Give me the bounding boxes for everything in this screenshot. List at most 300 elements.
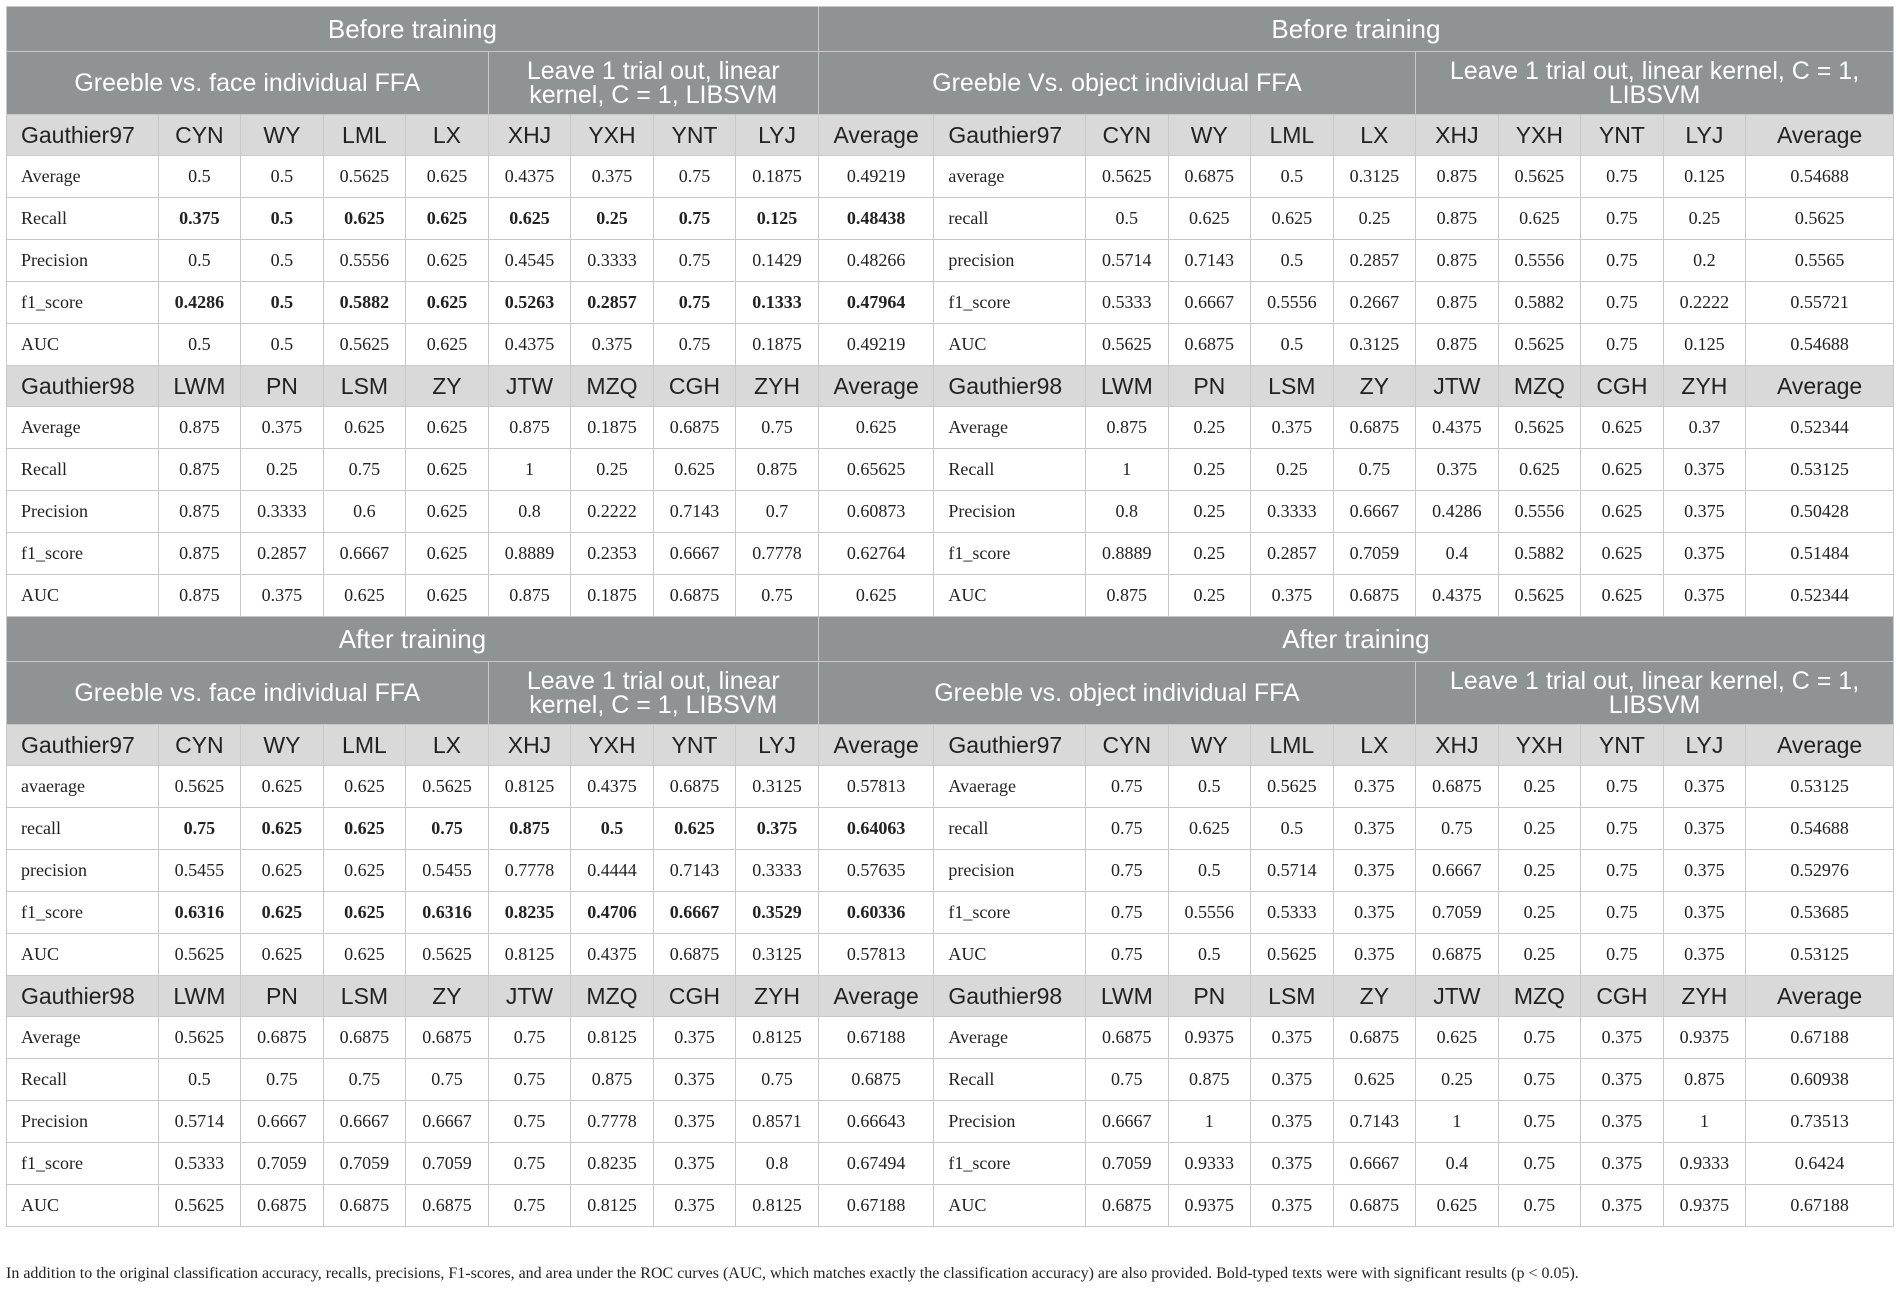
metric-label: precision bbox=[934, 850, 1086, 892]
column-header: LML bbox=[1251, 725, 1334, 766]
metric-value: 0.75 bbox=[488, 1185, 571, 1227]
metric-value: 0.7059 bbox=[1333, 533, 1416, 575]
metric-value: 0.7143 bbox=[653, 491, 736, 533]
metric-value: 0.625 bbox=[323, 575, 406, 617]
metric-value: 0.75 bbox=[1086, 1059, 1169, 1101]
metric-value: 0.375 bbox=[1251, 1017, 1334, 1059]
metric-value: 0.8125 bbox=[488, 766, 571, 808]
metric-value: 0.5 bbox=[1168, 766, 1251, 808]
column-header: LYJ bbox=[736, 725, 819, 766]
metric-value: 0.375 bbox=[1416, 449, 1499, 491]
metric-value: 0.625 bbox=[406, 575, 489, 617]
metric-value: 0.3125 bbox=[736, 934, 819, 976]
group-title-right-condition: Greeble Vs. object individual FFA bbox=[818, 52, 1415, 115]
metric-value: 0.4375 bbox=[1416, 575, 1499, 617]
metric-label: AUC bbox=[934, 934, 1086, 976]
metric-value: 0.7 bbox=[736, 491, 819, 533]
metric-row bbox=[7, 282, 1894, 324]
metric-label: AUC bbox=[934, 1185, 1086, 1227]
metric-value: 0.75 bbox=[488, 1143, 571, 1185]
column-header: Gauthier98 bbox=[934, 366, 1086, 407]
metric-value: 0.6667 bbox=[1416, 850, 1499, 892]
metric-value: 0.375 bbox=[1663, 892, 1746, 934]
metric-value: 0.375 bbox=[653, 1101, 736, 1143]
column-header: PN bbox=[241, 976, 324, 1017]
metric-label: f1_score bbox=[934, 533, 1086, 575]
metric-value: 0.875 bbox=[1663, 1059, 1746, 1101]
column-header: Average bbox=[1746, 976, 1894, 1017]
metric-value: 0.875 bbox=[1416, 324, 1499, 366]
metric-value: 0.5 bbox=[241, 156, 324, 198]
metric-value: 0.375 bbox=[1333, 808, 1416, 850]
metric-row bbox=[7, 240, 1894, 282]
column-header: ZY bbox=[406, 976, 489, 1017]
column-header: WY bbox=[241, 115, 324, 156]
metric-value: 0.3333 bbox=[571, 240, 654, 282]
metric-value: 0.375 bbox=[1581, 1143, 1664, 1185]
column-header: JTW bbox=[1416, 976, 1499, 1017]
metric-value: 0.625 bbox=[323, 407, 406, 449]
metric-value: 0.5625 bbox=[1498, 324, 1581, 366]
metric-row bbox=[7, 449, 1894, 491]
metric-value: 0.625 bbox=[488, 198, 571, 240]
column-header: CYN bbox=[1086, 115, 1169, 156]
metric-label: Recall bbox=[934, 449, 1086, 491]
metric-value: 0.5 bbox=[241, 198, 324, 240]
metric-value: 0.25 bbox=[571, 198, 654, 240]
metric-label: recall bbox=[934, 198, 1086, 240]
metric-value: 0.75 bbox=[323, 449, 406, 491]
metric-value: 0.8889 bbox=[1086, 533, 1169, 575]
metric-value: 0.7059 bbox=[323, 1143, 406, 1185]
metric-value: 0.625 bbox=[1498, 198, 1581, 240]
metric-value: 0.5625 bbox=[406, 934, 489, 976]
column-header: CGH bbox=[1581, 366, 1664, 407]
metric-value: 0.25 bbox=[1498, 934, 1581, 976]
column-header: YXH bbox=[571, 725, 654, 766]
column-header: PN bbox=[1168, 366, 1251, 407]
metric-value: 0.5556 bbox=[323, 240, 406, 282]
metric-value: 0.7778 bbox=[571, 1101, 654, 1143]
metric-value: 0.7778 bbox=[488, 850, 571, 892]
metric-value: 0.67188 bbox=[1746, 1017, 1894, 1059]
classification-results-table bbox=[6, 6, 1894, 1227]
metric-value: 0.8125 bbox=[571, 1185, 654, 1227]
metric-value: 0.875 bbox=[1416, 156, 1499, 198]
metric-value: 0.625 bbox=[406, 407, 489, 449]
metric-value: 0.625 bbox=[323, 850, 406, 892]
column-header: LWM bbox=[1086, 366, 1169, 407]
metric-label: Average bbox=[7, 156, 159, 198]
metric-value: 0.375 bbox=[1251, 1059, 1334, 1101]
metric-value: 0.4375 bbox=[488, 156, 571, 198]
metric-label: Average bbox=[934, 407, 1086, 449]
column-header: MZQ bbox=[1498, 366, 1581, 407]
metric-value: 0.25 bbox=[1498, 808, 1581, 850]
metric-label: AUC bbox=[7, 324, 159, 366]
metric-value: 0.375 bbox=[736, 808, 819, 850]
metric-value: 0.75 bbox=[1581, 198, 1664, 240]
metric-value: 0.4706 bbox=[571, 892, 654, 934]
metric-value: 0.1333 bbox=[736, 282, 819, 324]
metric-value: 0.375 bbox=[1663, 491, 1746, 533]
metric-value: 0.375 bbox=[1663, 449, 1746, 491]
metric-value: 0.4444 bbox=[571, 850, 654, 892]
metric-value: 0.6875 bbox=[241, 1185, 324, 1227]
metric-label: f1_score bbox=[934, 892, 1086, 934]
metric-value: 0.625 bbox=[323, 934, 406, 976]
table-footnote: In addition to the original classification accuracy, recalls, precisions, F1-scores, and area under the ROC curves (AUC, which matches exactly the classification accuracy) are also provided. Bold-typed texts were with significant results (p < 0.05). bbox=[6, 1265, 1579, 1282]
metric-value: 0.5 bbox=[1251, 808, 1334, 850]
metric-row bbox=[7, 1017, 1894, 1059]
column-header: LML bbox=[323, 115, 406, 156]
metric-value: 0.62764 bbox=[818, 533, 934, 575]
metric-value: 0.75 bbox=[488, 1059, 571, 1101]
metric-value: 0.4 bbox=[1416, 533, 1499, 575]
metric-value: 0.375 bbox=[1663, 934, 1746, 976]
metric-value: 0.75 bbox=[1086, 892, 1169, 934]
column-header: LSM bbox=[1251, 366, 1334, 407]
metric-value: 0.375 bbox=[1333, 850, 1416, 892]
metric-value: 0.8125 bbox=[736, 1017, 819, 1059]
column-header: CGH bbox=[653, 976, 736, 1017]
metric-label: average bbox=[934, 156, 1086, 198]
group-title-left-condition: Greeble vs. face individual FFA bbox=[7, 52, 489, 115]
metric-value: 0.6 bbox=[323, 491, 406, 533]
metric-value: 0.875 bbox=[571, 1059, 654, 1101]
metric-value: 0.6875 bbox=[1333, 1185, 1416, 1227]
metric-value: 0.875 bbox=[1416, 240, 1499, 282]
metric-value: 0.75 bbox=[488, 1017, 571, 1059]
metric-value: 0.6875 bbox=[1416, 766, 1499, 808]
metric-value: 0.875 bbox=[158, 449, 241, 491]
metric-value: 0.5625 bbox=[158, 1017, 241, 1059]
metric-label: Average bbox=[7, 1017, 159, 1059]
metric-value: 0.4375 bbox=[571, 934, 654, 976]
metric-value: 0.375 bbox=[1581, 1059, 1664, 1101]
section-title-left: Before training bbox=[7, 7, 819, 52]
metric-value: 0.75 bbox=[488, 1101, 571, 1143]
metric-value: 0.1875 bbox=[736, 156, 819, 198]
metric-value: 1 bbox=[1663, 1101, 1746, 1143]
metric-value: 0.375 bbox=[1251, 1185, 1334, 1227]
column-header: Gauthier98 bbox=[7, 366, 159, 407]
metric-value: 0.6875 bbox=[1333, 575, 1416, 617]
metric-value: 0.375 bbox=[1251, 1101, 1334, 1143]
metric-value: 0.625 bbox=[406, 449, 489, 491]
metric-label: Recall bbox=[7, 449, 159, 491]
metric-row bbox=[7, 934, 1894, 976]
metric-value: 0.5882 bbox=[1498, 533, 1581, 575]
metric-label: Average bbox=[934, 1017, 1086, 1059]
metric-value: 0.54688 bbox=[1746, 156, 1894, 198]
metric-value: 0.9375 bbox=[1168, 1017, 1251, 1059]
metric-value: 0.625 bbox=[1416, 1185, 1499, 1227]
metric-value: 0.5 bbox=[1168, 934, 1251, 976]
metric-value: 0.6667 bbox=[653, 533, 736, 575]
metric-value: 0.6875 bbox=[1168, 324, 1251, 366]
metric-row bbox=[7, 850, 1894, 892]
metric-value: 0.375 bbox=[1663, 766, 1746, 808]
metric-value: 0.75 bbox=[1581, 892, 1664, 934]
metric-value: 0.5625 bbox=[1251, 766, 1334, 808]
metric-label: Precision bbox=[934, 491, 1086, 533]
metric-value: 0.125 bbox=[736, 198, 819, 240]
metric-value: 0.4545 bbox=[488, 240, 571, 282]
metric-value: 0.49219 bbox=[818, 156, 934, 198]
metric-value: 0.55721 bbox=[1746, 282, 1894, 324]
metric-value: 0.625 bbox=[1251, 198, 1334, 240]
metric-value: 0.5882 bbox=[323, 282, 406, 324]
metric-value: 0.5556 bbox=[1251, 282, 1334, 324]
metric-value: 0.875 bbox=[488, 407, 571, 449]
metric-value: 0.625 bbox=[241, 808, 324, 850]
metric-value: 0.625 bbox=[1416, 1017, 1499, 1059]
metric-value: 0.25 bbox=[1168, 533, 1251, 575]
metric-value: 0.625 bbox=[1581, 533, 1664, 575]
column-header: CGH bbox=[653, 366, 736, 407]
subject-header-row bbox=[7, 725, 1894, 766]
metric-value: 0.6667 bbox=[1168, 282, 1251, 324]
column-header: ZYH bbox=[1663, 366, 1746, 407]
metric-value: 0.6875 bbox=[1416, 934, 1499, 976]
column-header: Average bbox=[1746, 725, 1894, 766]
section-title-left: After training bbox=[7, 617, 819, 662]
metric-value: 0.75 bbox=[1581, 282, 1664, 324]
metric-value: 0.4 bbox=[1416, 1143, 1499, 1185]
metric-value: 0.9375 bbox=[1663, 1017, 1746, 1059]
metric-value: 0.75 bbox=[653, 156, 736, 198]
metric-value: 0.5625 bbox=[158, 766, 241, 808]
column-header: WY bbox=[1168, 115, 1251, 156]
metric-value: 0.625 bbox=[1498, 449, 1581, 491]
column-header: YNT bbox=[653, 725, 736, 766]
metric-value: 0.875 bbox=[736, 449, 819, 491]
metric-value: 0.25 bbox=[1168, 575, 1251, 617]
column-header: XHJ bbox=[1416, 115, 1499, 156]
metric-label: Average bbox=[7, 407, 159, 449]
section-title-row bbox=[7, 617, 1894, 662]
metric-label: AUC bbox=[7, 1185, 159, 1227]
metric-label: f1_score bbox=[934, 282, 1086, 324]
metric-value: 0.625 bbox=[1168, 808, 1251, 850]
metric-label: Precision bbox=[934, 1101, 1086, 1143]
metric-value: 0.25 bbox=[1498, 766, 1581, 808]
column-header: Average bbox=[818, 366, 934, 407]
metric-value: 0.6316 bbox=[158, 892, 241, 934]
column-header: Average bbox=[818, 976, 934, 1017]
metric-value: 0.4286 bbox=[1416, 491, 1499, 533]
metric-value: 0.625 bbox=[1581, 491, 1664, 533]
metric-value: 1 bbox=[1416, 1101, 1499, 1143]
metric-value: 0.625 bbox=[653, 808, 736, 850]
group-title-left-condition: Greeble vs. face individual FFA bbox=[7, 662, 489, 725]
metric-value: 0.5 bbox=[571, 808, 654, 850]
metric-row bbox=[7, 1059, 1894, 1101]
metric-value: 0.8 bbox=[1086, 491, 1169, 533]
metric-value: 0.625 bbox=[1581, 575, 1664, 617]
metric-label: avaerage bbox=[7, 766, 159, 808]
metric-value: 0.53125 bbox=[1746, 449, 1894, 491]
metric-value: 0.6424 bbox=[1746, 1143, 1894, 1185]
metric-value: 0.75 bbox=[1086, 808, 1169, 850]
column-header: LX bbox=[1333, 725, 1416, 766]
metric-value: 0.65625 bbox=[818, 449, 934, 491]
metric-value: 0.75 bbox=[653, 198, 736, 240]
metric-value: 0.375 bbox=[1333, 766, 1416, 808]
metric-value: 0.375 bbox=[1663, 850, 1746, 892]
column-header: LYJ bbox=[1663, 115, 1746, 156]
metric-value: 0.875 bbox=[1416, 198, 1499, 240]
subject-header-row bbox=[7, 115, 1894, 156]
metric-value: 0.75 bbox=[1581, 850, 1664, 892]
metric-value: 0.625 bbox=[323, 808, 406, 850]
metric-value: 0.4375 bbox=[571, 766, 654, 808]
metric-value: 0.625 bbox=[653, 449, 736, 491]
metric-value: 0.375 bbox=[1663, 808, 1746, 850]
metric-value: 0.5 bbox=[1168, 850, 1251, 892]
metric-value: 0.60938 bbox=[1746, 1059, 1894, 1101]
metric-value: 0.625 bbox=[1581, 407, 1664, 449]
metric-value: 0.8235 bbox=[571, 1143, 654, 1185]
metric-value: 0.6875 bbox=[323, 1017, 406, 1059]
metric-label: Recall bbox=[7, 1059, 159, 1101]
results-table-container bbox=[6, 6, 1894, 1227]
metric-value: 0.875 bbox=[488, 575, 571, 617]
column-header: Gauthier97 bbox=[934, 115, 1086, 156]
metric-value: 0.1429 bbox=[736, 240, 819, 282]
metric-value: 0.5 bbox=[1086, 198, 1169, 240]
metric-value: 0.5714 bbox=[1251, 850, 1334, 892]
metric-value: 0.5625 bbox=[323, 324, 406, 366]
column-header: ZY bbox=[1333, 366, 1416, 407]
metric-value: 0.75 bbox=[1581, 240, 1664, 282]
metric-value: 0.625 bbox=[241, 850, 324, 892]
group-header-row bbox=[7, 662, 1894, 725]
column-header: YXH bbox=[1498, 725, 1581, 766]
subject-header-row bbox=[7, 366, 1894, 407]
column-header: ZY bbox=[406, 366, 489, 407]
metric-value: 0.875 bbox=[1416, 282, 1499, 324]
metric-value: 0.3125 bbox=[1333, 156, 1416, 198]
metric-value: 0.6875 bbox=[1168, 156, 1251, 198]
metric-value: 0.875 bbox=[158, 491, 241, 533]
metric-value: 0.75 bbox=[1498, 1017, 1581, 1059]
metric-value: 0.5625 bbox=[406, 766, 489, 808]
metric-value: 0.75 bbox=[1086, 766, 1169, 808]
metric-value: 0.625 bbox=[241, 892, 324, 934]
metric-row bbox=[7, 198, 1894, 240]
metric-value: 0.75 bbox=[653, 240, 736, 282]
metric-value: 0.125 bbox=[1663, 156, 1746, 198]
metric-value: 0.37 bbox=[1663, 407, 1746, 449]
column-header: XHJ bbox=[488, 725, 571, 766]
metric-value: 0.75 bbox=[1498, 1059, 1581, 1101]
metric-value: 0.375 bbox=[653, 1143, 736, 1185]
metric-value: 0.5 bbox=[158, 1059, 241, 1101]
metric-value: 0.375 bbox=[653, 1017, 736, 1059]
metric-value: 0.625 bbox=[323, 198, 406, 240]
metric-value: 0.7143 bbox=[1168, 240, 1251, 282]
metric-value: 0.25 bbox=[1498, 892, 1581, 934]
metric-value: 0.625 bbox=[406, 240, 489, 282]
metric-value: 0.375 bbox=[653, 1059, 736, 1101]
column-header: LML bbox=[1251, 115, 1334, 156]
metric-label: Precision bbox=[7, 1101, 159, 1143]
metric-label: f1_score bbox=[934, 1143, 1086, 1185]
subject-header-row bbox=[7, 976, 1894, 1017]
metric-value: 0.50428 bbox=[1746, 491, 1894, 533]
metric-value: 0.5625 bbox=[1086, 156, 1169, 198]
metric-label: Precision bbox=[7, 240, 159, 282]
metric-value: 0.6667 bbox=[1333, 491, 1416, 533]
column-header: Gauthier97 bbox=[7, 115, 159, 156]
metric-value: 0.875 bbox=[1086, 575, 1169, 617]
column-header: JTW bbox=[488, 976, 571, 1017]
metric-row bbox=[7, 324, 1894, 366]
metric-value: 0.375 bbox=[571, 156, 654, 198]
metric-value: 0.875 bbox=[488, 808, 571, 850]
metric-label: AUC bbox=[934, 324, 1086, 366]
metric-value: 0.67188 bbox=[818, 1185, 934, 1227]
metric-value: 0.9333 bbox=[1168, 1143, 1251, 1185]
metric-value: 0.75 bbox=[1086, 850, 1169, 892]
metric-label: f1_score bbox=[7, 282, 159, 324]
metric-value: 1 bbox=[1086, 449, 1169, 491]
metric-value: 0.75 bbox=[736, 575, 819, 617]
column-header: ZYH bbox=[736, 976, 819, 1017]
column-header: JTW bbox=[488, 366, 571, 407]
metric-label: AUC bbox=[7, 934, 159, 976]
column-header: CGH bbox=[1581, 976, 1664, 1017]
metric-row bbox=[7, 808, 1894, 850]
metric-value: 0.2222 bbox=[571, 491, 654, 533]
column-header: WY bbox=[1168, 725, 1251, 766]
metric-value: 0.625 bbox=[241, 934, 324, 976]
column-header: CYN bbox=[158, 115, 241, 156]
metric-value: 0.625 bbox=[406, 491, 489, 533]
group-header-row bbox=[7, 52, 1894, 115]
metric-value: 0.2353 bbox=[571, 533, 654, 575]
metric-value: 0.6667 bbox=[1086, 1101, 1169, 1143]
metric-value: 0.5556 bbox=[1498, 240, 1581, 282]
metric-value: 0.8125 bbox=[736, 1185, 819, 1227]
column-header: JTW bbox=[1416, 366, 1499, 407]
metric-value: 0.2857 bbox=[571, 282, 654, 324]
metric-value: 0.25 bbox=[571, 449, 654, 491]
metric-value: 0.3333 bbox=[241, 491, 324, 533]
metric-value: 0.6667 bbox=[323, 1101, 406, 1143]
metric-value: 0.8125 bbox=[571, 1017, 654, 1059]
metric-value: 0.625 bbox=[241, 766, 324, 808]
metric-value: 0.7059 bbox=[241, 1143, 324, 1185]
metric-value: 0.875 bbox=[1086, 407, 1169, 449]
metric-value: 0.75 bbox=[1416, 808, 1499, 850]
metric-value: 0.75 bbox=[736, 407, 819, 449]
metric-value: 0.625 bbox=[406, 533, 489, 575]
metric-value: 0.75 bbox=[1333, 449, 1416, 491]
metric-value: 0.60873 bbox=[818, 491, 934, 533]
metric-value: 0.5625 bbox=[158, 1185, 241, 1227]
metric-value: 0.6875 bbox=[241, 1017, 324, 1059]
metric-value: 0.5625 bbox=[1498, 575, 1581, 617]
column-header: LWM bbox=[1086, 976, 1169, 1017]
metric-value: 0.75 bbox=[406, 808, 489, 850]
column-header: Gauthier98 bbox=[934, 976, 1086, 1017]
metric-value: 0.25 bbox=[1333, 198, 1416, 240]
metric-value: 0.625 bbox=[818, 407, 934, 449]
metric-label: Recall bbox=[934, 1059, 1086, 1101]
